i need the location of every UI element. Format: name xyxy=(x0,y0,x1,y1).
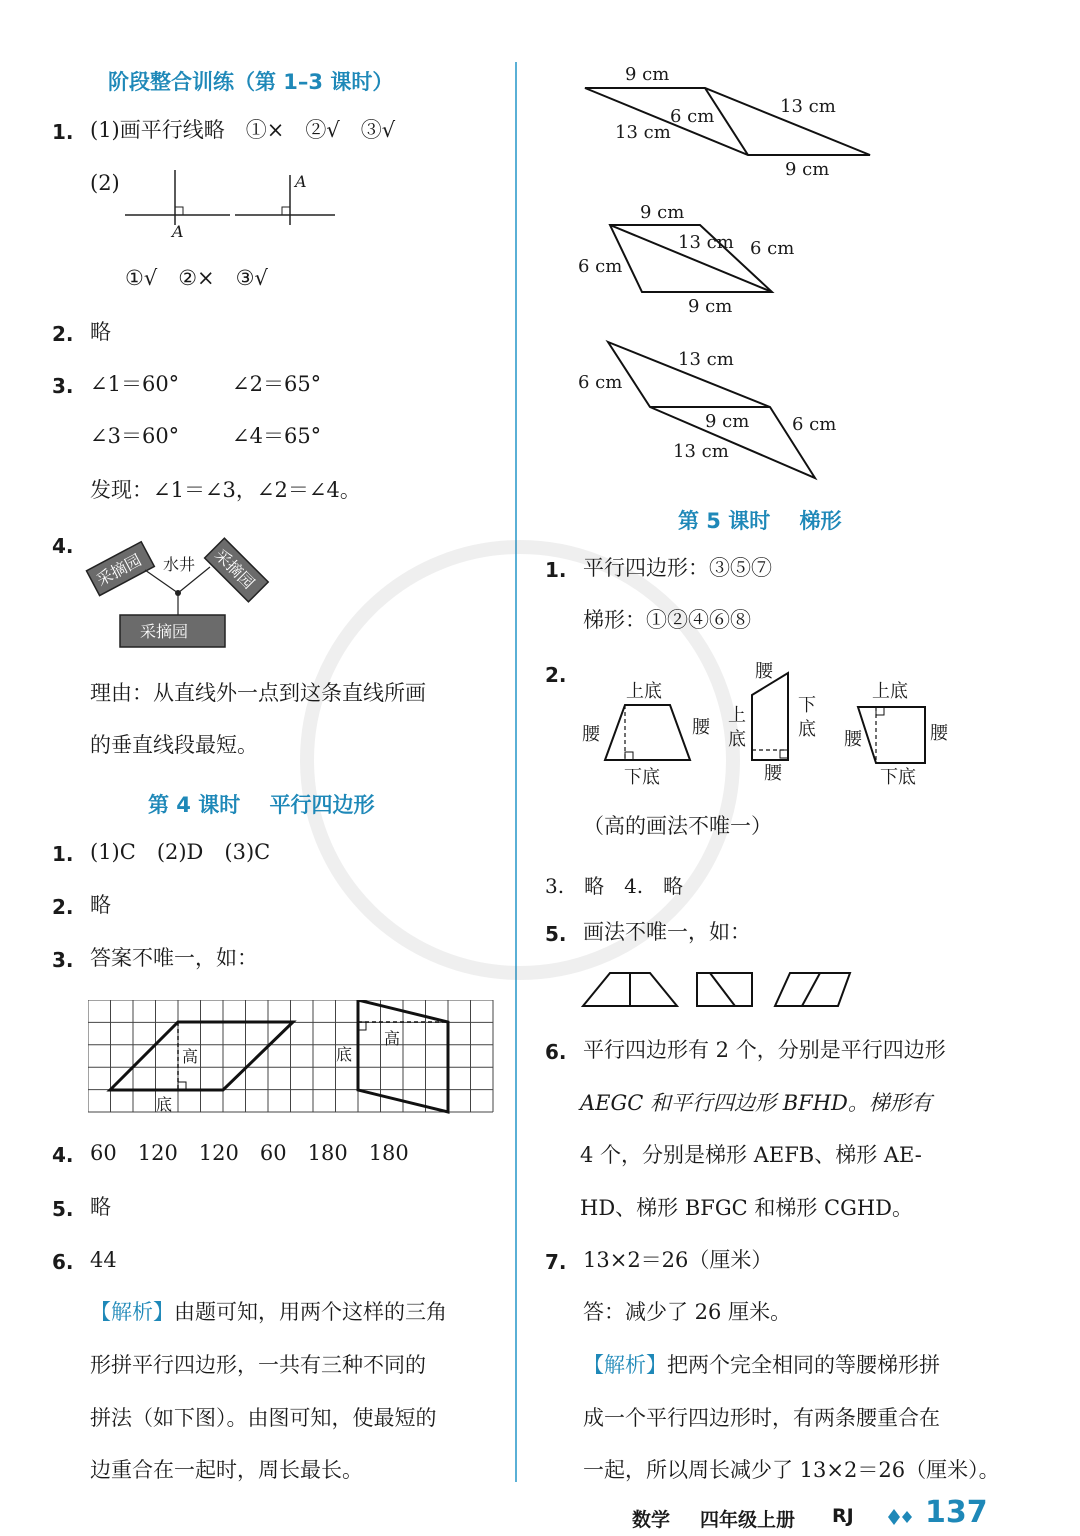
analysis-2-line1 xyxy=(583,1355,940,1376)
height-label: 高 xyxy=(182,1047,199,1066)
q3-angle1: ∠1＝60° xyxy=(90,372,180,396)
q-number: 2. xyxy=(52,895,74,919)
r-q7-line2: 答：减少了 26 厘米。 xyxy=(583,1300,792,1324)
lesson-number: 第 5 课时 xyxy=(678,509,771,533)
lesson-name: 梯形 xyxy=(799,509,842,533)
leg-label: 腰 xyxy=(692,717,710,738)
side-label: 6 cm xyxy=(792,414,837,435)
s2-q3-answer: 答案不唯一，如： xyxy=(90,946,258,970)
r-q5-figures xyxy=(580,968,860,1013)
s2-q2-answer: 略 xyxy=(90,893,111,917)
side-label: 9 cm xyxy=(640,202,685,223)
top-base-v2: 底 xyxy=(728,729,746,750)
q3-finding: 发现：∠1＝∠3，∠2＝∠4。 xyxy=(90,478,361,502)
s2-q4-answer: 60 120 120 60 180 180 xyxy=(90,1141,409,1165)
r-q6-line4: HD、梯形 BFGC 和梯形 CGHD。 xyxy=(580,1196,914,1220)
analysis-1-line3: 拼法（如下图）。由图可知，使最短的 xyxy=(90,1406,437,1430)
q-number: 7. xyxy=(545,1250,567,1274)
section-title-stage: 阶段整合训练（第 1–3 课时） xyxy=(108,70,394,94)
q2-answer: 略 xyxy=(90,320,111,344)
s2-q5-answer: 略 xyxy=(90,1195,111,1219)
r-q2-note: （高的画法不唯一） xyxy=(583,814,772,838)
side-label: 9 cm xyxy=(785,159,830,180)
footer-subject: 数学 xyxy=(632,1509,671,1531)
svg-text:A: A xyxy=(295,172,307,191)
q1-answer-line1: (1)画平行线略 ①× ②√ ③√ xyxy=(90,118,396,142)
r-q6-line2: AEGC 和平行四边形 BFHD。梯形有 xyxy=(580,1091,932,1115)
q-number: 4. xyxy=(52,534,74,558)
q4-reason-line2: 的垂直线段最短。 xyxy=(90,733,258,757)
orchard-label: 采摘园 xyxy=(140,622,189,641)
q-number: 3. xyxy=(52,374,74,398)
page-number: 137 xyxy=(925,1495,988,1530)
q4-reason-line1: 理由：从直线外一点到这条直线所画 xyxy=(90,681,426,705)
svg-text:A: A xyxy=(172,222,184,241)
r-q1-line1: 平行四边形：③⑤⑦ xyxy=(583,556,772,580)
section-title-lesson4 xyxy=(148,789,375,819)
analysis-2-line3: 一起，所以周长减少了 13×2＝26（厘米）。 xyxy=(583,1458,1000,1482)
q1-part2-label: (2) xyxy=(90,171,120,195)
q-number: 1. xyxy=(545,558,567,582)
side-label: 6 cm xyxy=(670,106,715,127)
diamond-icon xyxy=(880,1505,920,1529)
orchard-label: 采摘园 xyxy=(93,550,145,590)
orchard-label: 采摘园 xyxy=(210,545,259,593)
leg-label: 腰 xyxy=(755,661,773,682)
top-base-label: 上底 xyxy=(872,681,908,702)
footer-edition: RJ xyxy=(832,1505,854,1527)
q-number: 6. xyxy=(52,1250,74,1274)
trapezoid-parts-figures xyxy=(580,655,960,795)
top-base-v1: 上 xyxy=(728,705,746,726)
q-number: 4. xyxy=(52,1143,74,1167)
top-base-label: 上底 xyxy=(626,681,662,702)
side-label: 13 cm xyxy=(678,232,734,253)
leg-label: 腰 xyxy=(930,723,948,744)
analysis-2-line2: 成一个平行四边形时，有两条腰重合在 xyxy=(583,1406,940,1430)
leg-label: 腰 xyxy=(764,763,782,784)
q-number: 5. xyxy=(545,922,567,946)
side-label: 13 cm xyxy=(673,441,729,462)
leg-label: 腰 xyxy=(844,729,862,750)
q3-angle4: ∠4＝65° xyxy=(232,424,322,448)
side-label: 13 cm xyxy=(678,349,734,370)
q-number: 6. xyxy=(545,1040,567,1064)
side-label: 6 cm xyxy=(750,238,795,259)
height-label: 高 xyxy=(384,1029,401,1048)
q-number: 1. xyxy=(52,842,74,866)
section-title-lesson5 xyxy=(678,505,842,535)
analysis-tag: 【解析】 xyxy=(90,1300,174,1324)
side-label: 9 cm xyxy=(625,64,670,85)
analysis-1-line2: 形拼平行四边形，一共有三种不同的 xyxy=(90,1353,426,1377)
base-label: 底 xyxy=(336,1045,353,1064)
r-q6-line3: 4 个，分别是梯形 AEFB、梯形 AE- xyxy=(580,1143,922,1167)
analysis-tag: 【解析】 xyxy=(583,1353,667,1377)
s2-q3-grid-figure xyxy=(88,1000,496,1115)
side-label: 6 cm xyxy=(578,256,623,277)
q-number-3-4 xyxy=(545,870,683,899)
well-label: 水井 xyxy=(163,555,196,574)
q-number: 1. xyxy=(52,120,74,144)
analysis-1-line4: 边重合在一起时，周长最长。 xyxy=(90,1458,363,1482)
side-label: 9 cm xyxy=(688,296,733,317)
side-label: 6 cm xyxy=(578,372,623,393)
bottom-base-v2: 底 xyxy=(798,719,816,740)
bottom-base-label: 下底 xyxy=(624,767,660,788)
side-label: 13 cm xyxy=(780,96,836,117)
q-number: 2. xyxy=(545,663,567,687)
footer-grade: 四年级上册 xyxy=(700,1509,796,1531)
side-label: 9 cm xyxy=(705,411,750,432)
q-number: 5. xyxy=(52,1197,74,1221)
q3-angle2: ∠2＝65° xyxy=(232,372,322,396)
r-q6-line1: 平行四边形有 2 个，分别是平行四边形 xyxy=(583,1038,946,1062)
lesson-name: 平行四边形 xyxy=(269,793,375,817)
triangle-combination-figures xyxy=(570,60,890,490)
q4-orchard-diagram xyxy=(85,525,285,655)
r-q1-line2: 梯形：①②④⑥⑧ xyxy=(583,608,751,632)
r-q7-line1: 13×2＝26（厘米） xyxy=(583,1248,773,1272)
r-q5-answer: 画法不唯一，如： xyxy=(583,920,751,944)
q3-angle3: ∠3＝60° xyxy=(90,424,180,448)
q1-answer-line2: ①√ ②× ③√ xyxy=(125,266,268,290)
analysis-1-line1 xyxy=(90,1302,447,1323)
lesson-number: 第 4 课时 xyxy=(148,793,241,817)
base-label: 底 xyxy=(156,1095,173,1114)
side-label: 13 cm xyxy=(615,122,671,143)
analysis-text: 由题可知，用两个这样的三角 xyxy=(174,1300,447,1324)
s2-q1-answer: (1)C (2)D (3)C xyxy=(90,840,271,864)
q-number: 3. xyxy=(52,948,74,972)
analysis-text: 把两个完全相同的等腰梯形拼 xyxy=(667,1353,940,1377)
q-number: 2. xyxy=(52,322,74,346)
r-q3-q4-answers: 3. 略 4. 略 xyxy=(545,874,684,898)
bottom-base-v1: 下 xyxy=(798,695,816,716)
leg-label: 腰 xyxy=(582,724,600,745)
q1-perpendicular-figures xyxy=(120,165,350,245)
bottom-base-label: 下底 xyxy=(880,767,916,788)
s2-q6-answer: 44 xyxy=(90,1248,117,1272)
